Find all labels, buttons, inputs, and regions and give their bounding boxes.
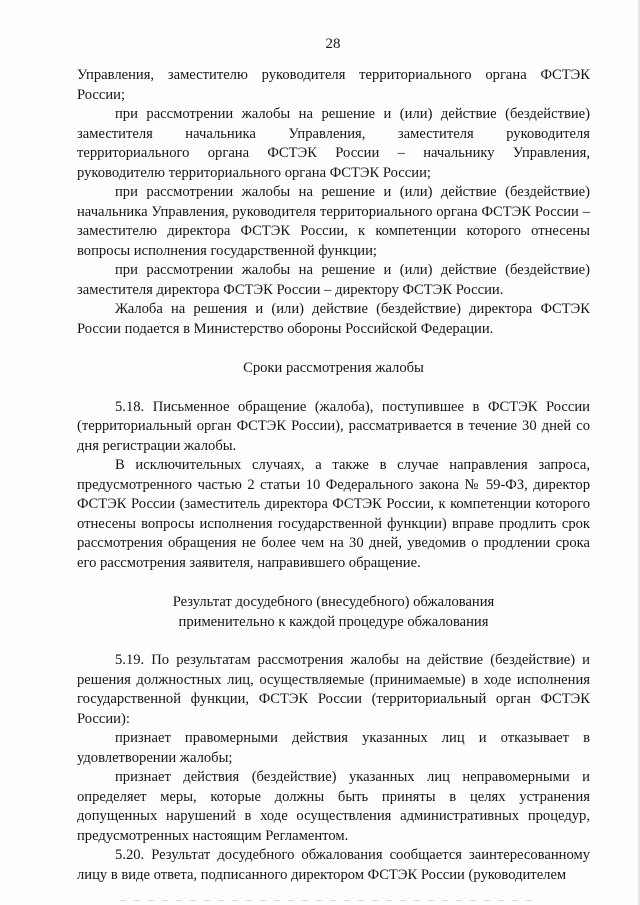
paragraph: Жалоба на решения и (или) действие (бездействие) директора ФСТЭК России подается в Министерство обороны Российской Федерации.: [77, 301, 590, 337]
paragraph: признает действия (бездействие) указанных лиц неправомерными и определяет меры, которые должны быть приняты в целях устранения допущенных нарушений в ходе осуществления административных процедур, предусмотренных настоящим Регламентом.: [77, 769, 590, 844]
paragraph: В исключительных случаях, а также в случае направления запроса, предусмотренного частью 2 статьи 10 Федерального закона № 59-ФЗ, директор ФСТЭК России (заместитель директора ФСТЭК России, к компетенции которого отнесены вопросы исполнения государственной функции) вправе продлить срок рассмотрения обращения не более чем на 30 дней, уведомив о продлении срока его рассмотрения заявителя, направившего обращение.: [77, 457, 590, 571]
heading-line: применительно к каждой процедуре обжалования: [178, 613, 489, 630]
paragraph: Управления, заместителю руководителя территориального органа ФСТЭК России;: [77, 67, 590, 103]
paragraph: при рассмотрении жалобы на решение и (или) действие (бездействие) заместителя директора ФСТЭК России – директору ФСТЭК России.: [77, 262, 590, 298]
document-body: [77, 66, 590, 885]
section-heading-appeal-result: [77, 593, 590, 632]
heading-line: Результат досудебного (внесудебного) обжалования: [172, 594, 495, 610]
paragraph-5-19: 5.19. По результатам рассмотрения жалобы на действие (бездействие) и решения должностных лиц, осуществляемые (принимаемые) в ходе исполнения государственной функции, ФСТЭК России (территориальный орган ФСТЭК России):: [77, 652, 590, 727]
paragraph-5-20: 5.20. Результат досудебного обжалования сообщается заинтересованному лицу в виде ответа, подписанного директором ФСТЭК России (руководителем: [77, 847, 590, 883]
paragraph: признает правомерными действия указанных лиц и отказывает в удовлетворении жалобы;: [77, 730, 590, 766]
section-heading-review-terms: Сроки рассмотрения жалобы: [243, 360, 424, 376]
paragraph: при рассмотрении жалобы на решение и (или) действие (бездействие) начальника Управления, руководителя территориального органа ФСТЭК России – заместителю директора ФСТЭК России, к компетенции которого отнесены вопросы исполнения государственной функции;: [77, 184, 590, 259]
scan-bottom-artifact: [120, 900, 540, 901]
paragraph-5-18: 5.18. Письменное обращение (жалоба), поступившее в ФСТЭК России (территориальный орган ФСТЭК России), рассматривается в течение 30 дней со дня регистрации жалобы.: [77, 398, 590, 454]
paragraph: при рассмотрении жалобы на решение и (или) действие (бездействие) заместителя начальника Управления, заместителя руководителя территориального органа ФСТЭК России – начальнику Управления, руководителю территориального органа ФСТЭК России;: [77, 106, 590, 181]
page-number: 28: [325, 36, 341, 52]
